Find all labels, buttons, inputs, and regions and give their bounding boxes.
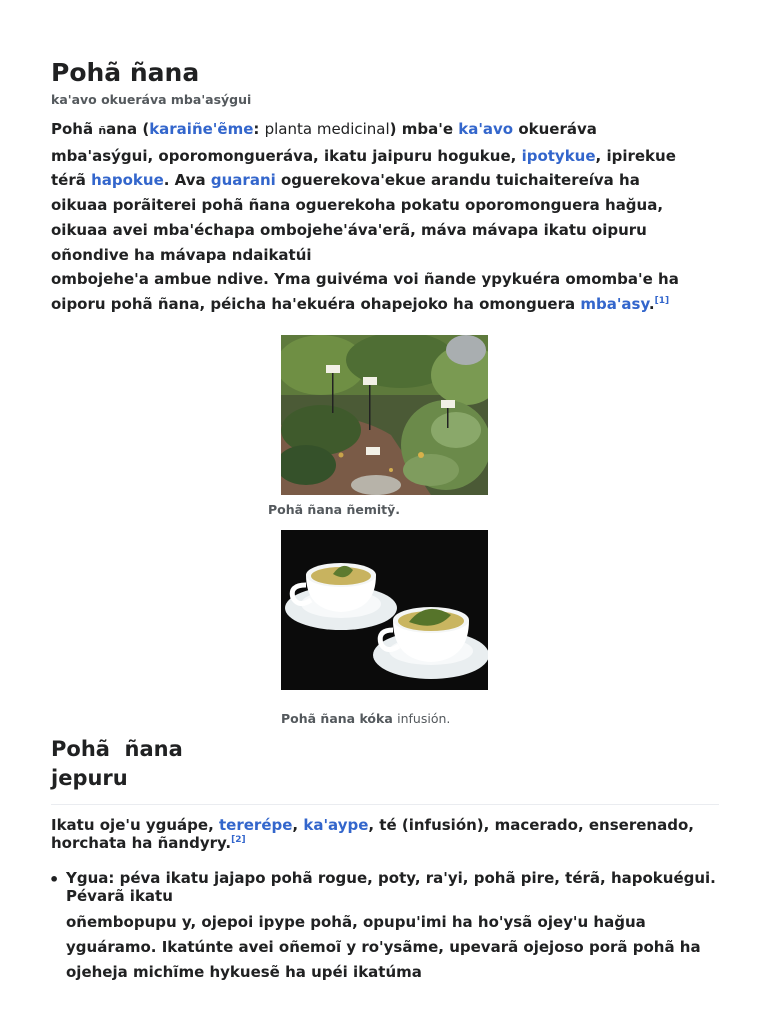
intro-text-4: . Ava: [163, 171, 211, 190]
intro-text-7: .: [648, 294, 655, 313]
link-hapokue[interactable]: hapokue: [91, 171, 164, 190]
figure-tea[interactable]: [281, 530, 488, 690]
section-heading: [51, 735, 251, 793]
lang-text: planta medicinal: [264, 120, 390, 138]
caption-garden-text: Pohã ñana ñemitỹ.: [268, 502, 401, 517]
link-kaaype[interactable]: ka'aype: [303, 816, 369, 834]
page-title: Pohã ñana: [51, 58, 200, 87]
paren-open: (: [137, 120, 150, 138]
list-item: [51, 869, 719, 985]
section-heading-line-1: Pohã ñana: [51, 737, 183, 761]
section-text-2: ,: [292, 816, 304, 834]
link-mbaasy[interactable]: mba'asy: [580, 294, 649, 313]
paren-close: ): [389, 120, 397, 138]
section-text-1: Ikatu oje'u yguápe,: [51, 816, 220, 834]
intro-text-5: oguerekova'ekue arandu tuichaitereíva ha oikuaa porãiterei pohã ñana oguerekoha pokatu oporomonguera hağua, oikuaa avei mba'échapa ombojehe'áva'erã, máva mávapa ikatu oipuru oñondive ha mávapa ndaikatúi: [51, 171, 664, 264]
link-guarani[interactable]: guarani: [210, 171, 276, 190]
section-heading-line-2: jepuru: [51, 766, 128, 790]
bullet-text-line-2: oñembopupu y, ojepoi ipype pohã, opupu'imi ha ho'ysã ojey'u hağua yguáramo. Ikatúnte avei oñemoĩ y ro'ysãme, upevarã ojejoso porã pohã ha ojeheja michĩme hykuesẽ ha upéi ikatúma: [66, 913, 701, 981]
garden-image[interactable]: [281, 335, 488, 495]
figure-garden-caption: [268, 502, 400, 517]
bullet-text-line-1: Ygua: péva ikatu jajapo pohã rogue, poty, ra'yi, pohã pire, térã, hapokuégui. Pévarã ikatu: [66, 869, 716, 905]
link-ipotykue[interactable]: ipotykue: [521, 146, 596, 165]
lang-colon: :: [253, 120, 265, 138]
tea-image[interactable]: [281, 530, 488, 690]
intro-text-2: okueráva mba'asýgui, oporomongueráva, ikatu jaipuru hogukue,: [51, 120, 597, 165]
figure-tea-caption: [281, 711, 450, 726]
page-subtitle: ka'avo okueráva mba'asýgui: [51, 92, 252, 107]
section-text-3: , té (infusión), macerado, enserenado, horchata ha ñandyry.: [51, 816, 694, 852]
intro-paragraph: [51, 117, 686, 317]
section-divider: [51, 804, 719, 805]
intro-text-3: , ipirekue térã: [51, 146, 676, 190]
bullet-icon: •: [49, 870, 60, 889]
section-paragraph: [51, 816, 719, 852]
term-c: ana: [106, 120, 138, 138]
intro-text-1: mba'e: [396, 120, 459, 138]
term-b: ñ: [98, 124, 107, 137]
link-kaavo[interactable]: ka'avo: [458, 120, 514, 138]
intro-text-6: ombojehe'a ambue ndive. Yma guivéma voi ñande ypykuéra omomba'e ha oiporu pohã ñana, péicha ha'ekuéra ohapejoko ha omonguera: [51, 270, 679, 313]
caption-tea-plain: infusión: [397, 711, 447, 726]
caption-tea-bold: Pohã ñana kóka: [281, 711, 398, 726]
reference-2[interactable]: [2]: [231, 835, 246, 845]
link-tererepe[interactable]: tererépe: [219, 816, 293, 834]
article: [51, 58, 719, 317]
reference-1[interactable]: [1]: [654, 295, 670, 306]
figure-garden[interactable]: [281, 335, 488, 495]
term-a: Pohã: [51, 120, 99, 138]
caption-tea-end: .: [446, 711, 451, 726]
link-karaine-eme[interactable]: karaiñe'ẽme: [149, 120, 254, 138]
